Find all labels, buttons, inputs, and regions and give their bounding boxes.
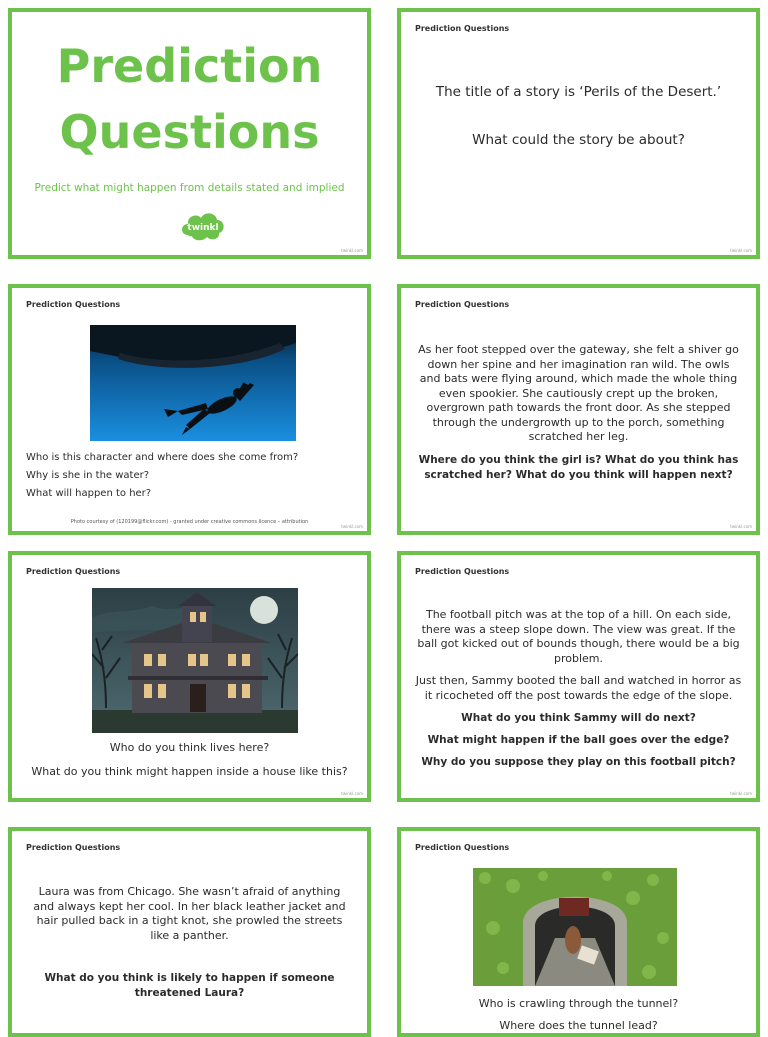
card-house [8, 551, 371, 802]
card-label: Prediction Questions [26, 300, 121, 309]
footer-text: twinkl.com [341, 791, 363, 796]
question-item: Why is she in the water? [26, 470, 150, 481]
story-question: What could the story be about? [472, 132, 685, 148]
story-passage: The football pitch was at the top of a hill. On each side, there was a steep slope down. The view was great. If the ball got kicked out of bounds though, there would be a big problem. [417, 608, 740, 665]
question-item: What will happen to her? [26, 488, 152, 499]
question-text: What do you think might happen inside a house like this? [31, 765, 348, 778]
question-text: What do you think Sammy will do next? [461, 712, 696, 724]
page-title-line2: Questions [59, 105, 320, 159]
title-card [8, 8, 371, 259]
footer-text: twinkl.com [341, 524, 363, 529]
twinkl-logo [178, 209, 228, 243]
twinkl-logo-text: twinkl [187, 223, 219, 233]
card-gateway [397, 284, 760, 535]
subtitle: Predict what might happen from details stated and implied [34, 182, 345, 194]
card-tunnel [397, 827, 760, 1037]
page-title: Prediction [56, 39, 323, 93]
story-passage: As her foot stepped over the gateway, she felt a shiver go down her spine and her imagination ran wild. The owls and bats were flying around, which made the whole thing even spookier. She cautiously crept up the broken, overgrown path towards the front door. As she stepped through the undergrowth up to the porch, something scratched her leg. [418, 343, 739, 443]
question-text: Where do you think the girl is? What do you think has scratched her? What do you think will happen next? [418, 453, 739, 481]
tunnel-picture [473, 868, 677, 986]
story-title-prompt: The title of a story is ‘Perils of the Desert.’ [435, 84, 722, 100]
question-list [26, 449, 359, 503]
footer-text: twinkl.com [730, 791, 752, 796]
card-football [397, 551, 760, 802]
question-text: Where does the tunnel lead? [499, 1019, 658, 1032]
question-text: Why do you suppose they play on this football pitch? [421, 756, 736, 768]
card-laura [8, 827, 371, 1037]
question-text: What might happen if the ball goes over the edge? [427, 734, 730, 746]
card-label: Prediction Questions [26, 843, 121, 852]
story-passage: Laura was from Chicago. She wasn’t afraid of anything and always kept her cool. In her black leather jacket and hair pulled back in a tight knot, she prowled the streets like a panther. [33, 885, 346, 942]
card-label: Prediction Questions [26, 567, 121, 576]
question-text: What do you think is likely to happen if someone threatened Laura? [44, 972, 335, 999]
question-text: Who do you think lives here? [109, 741, 270, 754]
footer-text: twinkl.com [730, 248, 752, 253]
haunted-house-picture [92, 588, 298, 733]
question-text: Who is crawling through the tunnel? [478, 997, 679, 1010]
question-item: Who is this character and where does she come from? [26, 452, 299, 463]
diver-photo [90, 325, 296, 441]
story-passage: Just then, Sammy booted the ball and watched in horror as it ricocheted off the post towards the edge of the slope. [415, 674, 742, 702]
photo-credit: Photo courtesy of (120199@flickr.com) - granted under creative commons licence – attribution [70, 519, 309, 525]
card-diver [8, 284, 371, 535]
footer-text: twinkl.com [730, 524, 752, 529]
footer-text: twinkl.com [341, 248, 363, 253]
card-label: Prediction Questions [415, 843, 510, 852]
card-story-title [397, 8, 760, 259]
card-label: Prediction Questions [415, 24, 510, 33]
card-label: Prediction Questions [415, 300, 510, 309]
card-label: Prediction Questions [415, 567, 510, 576]
